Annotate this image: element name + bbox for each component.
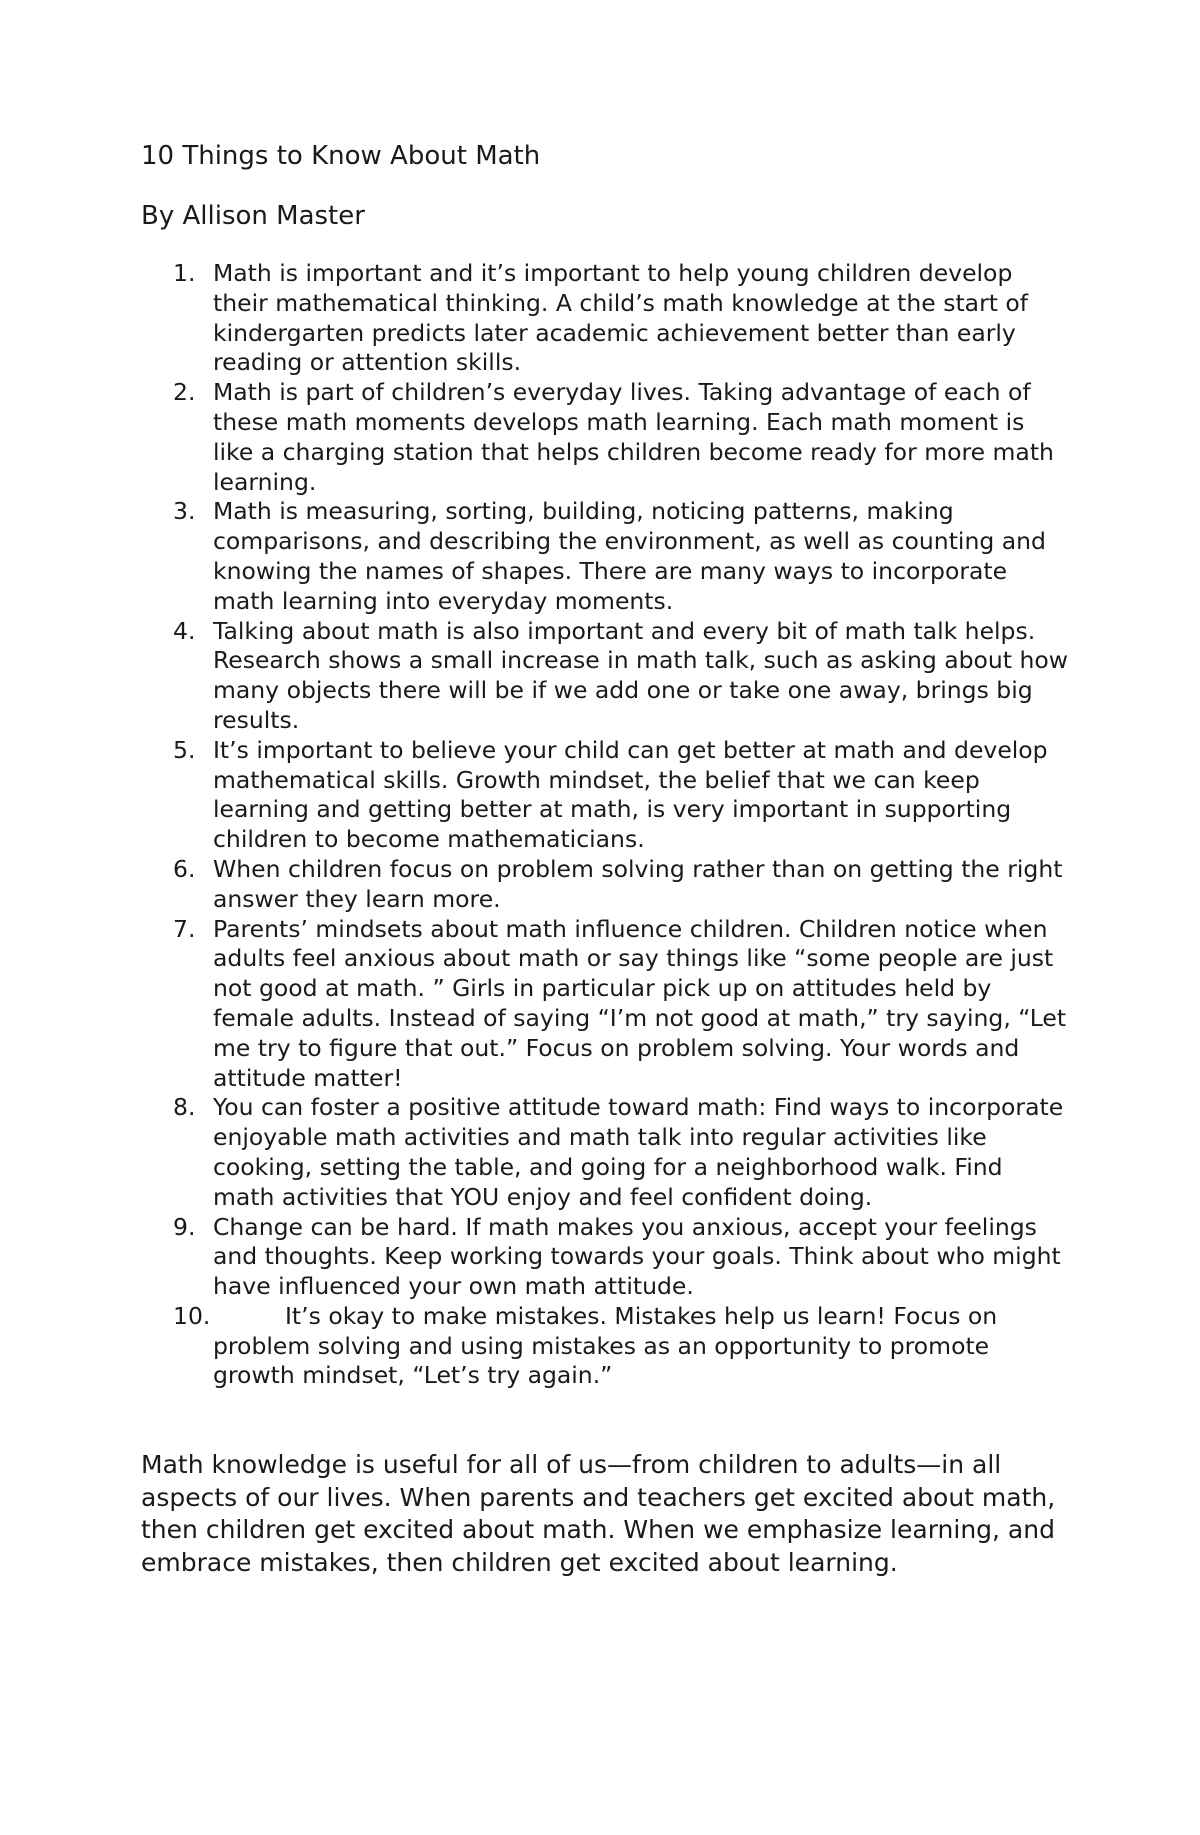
list-item-text: Math is part of children’s everyday lives. Taking advantage of each of these math moments develops math learning. Each math moment is like a charging station that helps children become ready for more math learning.	[213, 378, 1054, 496]
list-item-text: You can foster a positive attitude toward math: Find ways to incorporate enjoyable math activities and math talk into regular activities like cooking, setting the table, and going for a neighborhood walk. Find math activities that YOU enjoy and feel confident doing.	[213, 1093, 1064, 1211]
list-item-text: Math is important and it’s important to help young children develop their mathematical thinking. A child’s math knowledge at the start of kindergarten predicts later academic achievement better than early reading or attention skills.	[213, 259, 1029, 377]
list-item-number: 7.	[173, 914, 196, 943]
closing-paragraph: Math knowledge is useful for all of us—from children to adults—in all aspects of our lives. When parents and teachers get excited about math, then children get excited about math. When we emphasize learning, and embrace mistakes, then children get excited about learning.	[141, 1450, 1056, 1577]
list-item-text: It’s important to believe your child can get better at math and develop mathematical skills. Growth mindset, the belief that we can keep learning and getting better at math, is very important in supporting children to become mathematicians.	[213, 735, 1048, 854]
document-title: 10 Things to Know About Math	[141, 141, 541, 171]
list-item-number: 3.	[173, 497, 196, 526]
list-item	[141, 1093, 1071, 1212]
list-item-text: When children focus on problem solving rather than on getting the right answer they learn more.	[213, 854, 1063, 913]
list-item-text: Math is measuring, sorting, building, noticing patterns, making comparisons, and describing the environment, as well as counting and knowing the names of shapes. There are many ways to incorporate math learning into everyday moments.	[213, 497, 1046, 615]
list-item-text: Parents’ mindsets about math influence children. Children notice when adults feel anxious about math or say things like “some people are just not good at math. ” Girls in particular pick up on attitudes held by female adults. Instead of saying “I’m not good at math,” try saying, “Let me try to figure that out.” Focus on problem solving. Your words and attitude matter!	[213, 914, 1067, 1092]
list-item-number: 6.	[173, 854, 196, 883]
list-item-number: 8.	[173, 1093, 196, 1122]
list-item-number: 1.	[173, 259, 196, 287]
list-item-number: 10.	[173, 1301, 211, 1330]
list-item-text: Talking about math is also important and every bit of math talk helps. Research shows a small increase in math talk, such as asking about how many objects there will be if we add one or take one away, brings big results.	[213, 616, 1068, 734]
byline: By Allison Master	[141, 201, 365, 231]
list-item-number: 2.	[173, 378, 196, 407]
list-item	[141, 915, 1071, 1094]
list-item-text: Change can be hard. If math makes you anxious, accept your feelings and thoughts. Keep working towards your goals. Think about who might have influenced your own math attitude.	[213, 1212, 1061, 1301]
list-item	[141, 1213, 1071, 1302]
list-item	[141, 1302, 1071, 1391]
list-item	[141, 378, 1071, 497]
numbered-list	[141, 259, 1071, 1391]
list-item	[141, 497, 1071, 616]
list-item	[141, 736, 1071, 855]
list-item	[141, 855, 1071, 915]
list-item-number: 4.	[173, 616, 196, 645]
list-item-number: 5.	[173, 735, 196, 764]
list-item	[141, 259, 1071, 378]
list-item-text: It’s okay to make mistakes. Mistakes help us learn! Focus on problem solving and using mistakes as an opportunity to promote growth mindset, “Let’s try again.”	[213, 1301, 998, 1390]
list-item-number: 9.	[173, 1212, 196, 1241]
list-item	[141, 617, 1071, 736]
